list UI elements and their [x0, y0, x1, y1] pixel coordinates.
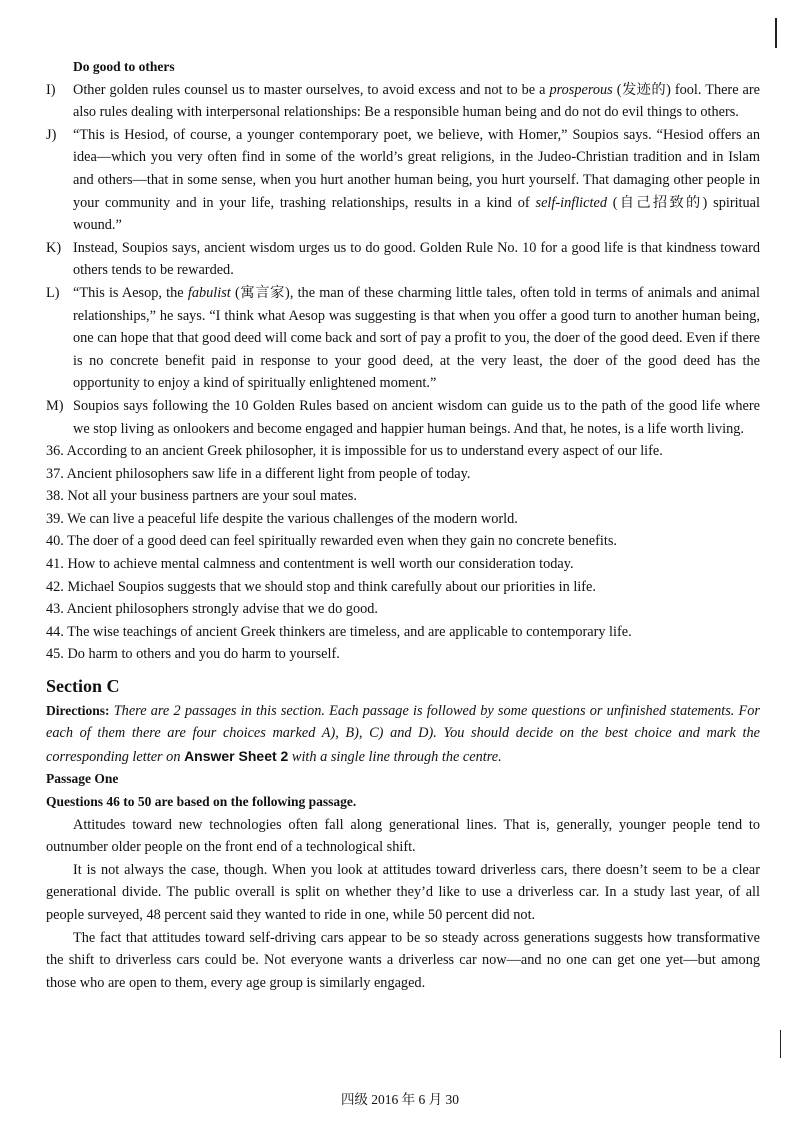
paragraph-emphasis: fabulist	[187, 284, 231, 301]
paragraph-emphasis: prosperous	[549, 81, 613, 98]
paragraph-j	[46, 124, 760, 237]
directions-tail: with a single line through the centre.	[291, 748, 502, 765]
paragraph-label: M)	[46, 397, 64, 414]
directions-text: There are 2 passages in this section. Each passage is followed by some questions or unfinished statements. For each of them there are four choices marked A), B), C) and D). You should decide on the best choice and mark the corresponding letter on	[46, 702, 760, 765]
margin-mark-bottom	[780, 1030, 781, 1058]
paragraph-text: Instead, Soupios says, ancient wisdom urges us to do good. Golden Rule No. 10 for a good life is that kindness toward others tends to be rewarded.	[73, 239, 760, 279]
passage-paragraph: It is not always the case, though. When you look at attitudes toward driverless cars, there doesn’t seem to be a clear generational divide. The public overall is split on whether they’d like to use a driverless car. In a study last year, of all people surveyed, 48 percent said they wanted to ride in one, while 50 percent did not.	[46, 861, 760, 923]
questions-intro: Questions 46 to 50 are based on the following passage.	[46, 794, 357, 809]
margin-mark-top	[775, 18, 777, 48]
section-heading: Do good to others	[73, 59, 175, 74]
question-item: 40. The doer of a good deed can feel spiritually rewarded even when they gain no concrete benefits.	[46, 533, 617, 550]
question-item: 37. Ancient philosophers saw life in a different light from people of today.	[46, 465, 471, 482]
question-list	[46, 440, 760, 666]
passage-paragraph: The fact that attitudes toward self-driving cars appear to be so steady across generations suggests how transformative the shift to driverless cars could be. Not everyone wants a driverless car now—and no one can get one yet—but among those who are open to them, every age group is similarly engaged.	[46, 929, 760, 991]
page-footer: 四级 2016 年 6 月 30	[340, 1092, 460, 1107]
paragraph-label: I)	[46, 81, 56, 98]
paragraph-i	[46, 79, 760, 124]
question-item: 41. How to achieve mental calmness and contentment is well worth our consideration today.	[46, 556, 574, 573]
paragraph-label: J)	[46, 126, 57, 143]
question-item: 36. According to an ancient Greek philosopher, it is impossible for us to understand every aspect of our life.	[46, 443, 663, 460]
question-item: 39. We can live a peaceful life despite the various challenges of the modern world.	[46, 510, 518, 527]
paragraph-text: Other golden rules counsel us to master ourselves, to avoid excess and not to be a	[73, 81, 550, 98]
paragraph-emphasis: self-inflicted	[535, 194, 607, 211]
paragraph-k	[46, 237, 760, 282]
paragraph-text: (寓言家), the man of these charming little tales, often told in terms of animals and animal relationships,” he says. “I think what Aesop was suggesting is that when you offer a good turn to another human being, one can hope that that good deed will come back and sort of pay a profit to you, the doer of the good deed. Even if there is no concrete benefit paid in response to your good deed, at the very least, the doer of the good deed has the opportunity to enjoy a kind of spiritually enlightened moment.”	[73, 284, 760, 392]
paragraph-text: (自己招致的) spiritual wound.”	[73, 194, 760, 234]
passage-paragraph: Attitudes toward new technologies often fall along generational lines. That is, generally, younger people tend to outnumber older people on the front end of a technological shift.	[46, 816, 760, 856]
section-c-title: Section C	[46, 676, 120, 697]
question-item: 42. Michael Soupios suggests that we should stop and think carefully about our priorities in life.	[46, 578, 596, 595]
paragraph-text: (发迹的) fool. There are also rules dealing with interpersonal relationships: Be a responsible human being and do not do evil things to others.	[73, 81, 760, 121]
directions-label: Directions:	[46, 702, 110, 718]
paragraph-label: L)	[46, 284, 60, 301]
paragraph-label: K)	[46, 239, 62, 256]
paragraph-text: “This is Aesop, the	[73, 284, 188, 301]
question-item: 38. Not all your business partners are your soul mates.	[46, 488, 357, 505]
question-item: 44. The wise teachings of ancient Greek thinkers are timeless, and are applicable to contemporary life.	[46, 623, 632, 640]
question-item: 43. Ancient philosophers strongly advise that we do good.	[46, 601, 378, 618]
paragraph-text: “This is Hesiod, of course, a younger contemporary poet, we believe, with Homer,” Soupios says. “Hesiod offers an idea—which you very often find in some of the world’s great religions, in the Judeo-Christian tradition and in Islam and others—that in some sense, when you hurt another human being, you hurt yourself. That damaging other people in your community and in your life, trashing relationships, results in a kind of	[73, 126, 760, 211]
directions	[46, 700, 760, 769]
answer-sheet-label: Answer Sheet 2	[184, 747, 289, 764]
passage-title: Passage One	[46, 771, 119, 787]
document-page	[46, 56, 760, 994]
paragraph-m	[46, 395, 760, 440]
paragraph-l	[46, 282, 760, 395]
paragraph-text: Soupios says following the 10 Golden Rules based on ancient wisdom can guide us to the path of the good life where we stop living as onlookers and become engaged and happier human beings. And that, he notes, is a life worth living.	[73, 397, 760, 437]
question-item: 45. Do harm to others and you do harm to yourself.	[46, 646, 340, 663]
